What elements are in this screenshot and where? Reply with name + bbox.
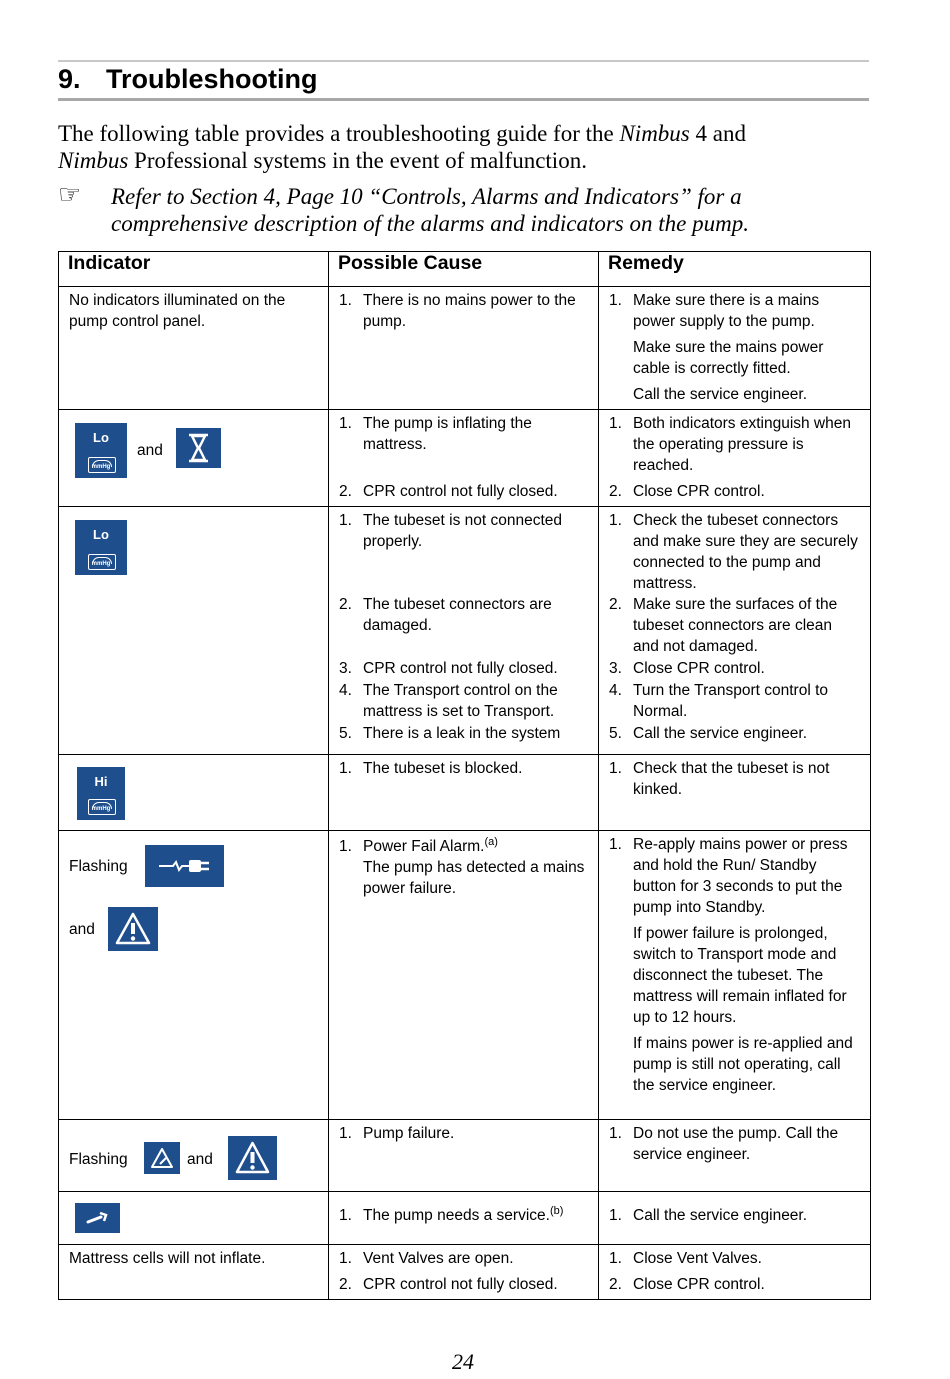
list-item: 1. The tubeset is not connected properly. <box>339 512 563 550</box>
header-possible-cause: Possible Cause <box>329 252 599 287</box>
and-label: and <box>187 1151 213 1168</box>
list-item: 1. Power Fail Alarm.$^{(a)}$ The pump has detected a mains power failure. <box>339 836 585 897</box>
indicator-cell <box>59 1192 329 1245</box>
remedy-cell <box>599 755 871 831</box>
list-item: 5. Call the service engineer. <box>609 725 808 742</box>
cause-cell <box>329 831 599 1120</box>
remedy-note: If mains power is re-applied and pump is still not operating, call the service engineer. <box>633 1035 853 1094</box>
cause-cell <box>329 287 599 410</box>
remedy-note: Make sure the mains power cable is correctly fitted. <box>633 339 824 377</box>
high-pressure-icon: Hi mmHg <box>77 767 125 820</box>
table-header-row <box>59 252 871 287</box>
remedy-note: Call the service engineer. <box>633 386 808 403</box>
list-item: 1. Pump failure. <box>339 1125 455 1142</box>
list-item: 2. The tubeset connectors are damaged. <box>339 596 552 634</box>
hourglass-icon <box>176 428 221 468</box>
intro-text-2: 4 and <box>689 121 746 146</box>
list-item: 2. Make sure the surfaces of the tubeset connectors are clean and not damaged. <box>609 596 838 655</box>
indicator-cell <box>59 1120 329 1192</box>
table-row <box>59 507 871 755</box>
cause-cell <box>329 410 599 507</box>
flashing-label: Flashing <box>69 858 128 875</box>
remedy-cell <box>599 507 871 755</box>
list-item: 2. CPR control not fully closed. <box>339 483 558 500</box>
intro-text-3: Professional systems in the event of malfunction. <box>128 148 587 173</box>
remedy-cell <box>599 287 871 410</box>
list-item: 2. Close CPR control. <box>609 483 765 500</box>
indicator-cell: No indicators illuminated on the pump control panel. <box>59 287 329 410</box>
table-row <box>59 755 871 831</box>
cause-cell <box>329 1192 599 1245</box>
table-row <box>59 831 871 1120</box>
list-item: 5. There is a leak in the system <box>339 725 561 742</box>
wrench-icon <box>75 1203 120 1233</box>
list-item: 2. Close CPR control. <box>609 1276 765 1293</box>
reference-note <box>58 180 858 237</box>
list-item: 3. CPR control not fully closed. <box>339 660 558 677</box>
brand-name: Nimbus <box>619 121 690 146</box>
low-pressure-icon: Lo mmHg <box>75 520 127 575</box>
list-item: 1. Check the tubeset connectors and make sure they are securely connected to the pump and mattress. <box>609 512 858 592</box>
brand-name: Nimbus <box>58 148 129 173</box>
table-row <box>59 1120 871 1192</box>
pointing-hand-icon: ☞ <box>58 180 82 209</box>
list-item: 1. Both indicators extinguish when the operating pressure is reached. <box>609 415 851 474</box>
list-item: 1. Make sure there is a mains power supply to the pump. <box>609 292 820 330</box>
indicator-cell: Mattress cells will not inflate. <box>59 1245 329 1300</box>
remedy-note: If power failure is prolonged, switch to Transport mode and disconnect the tubeset. The mattress will remain inflated for up to 12 hours. <box>633 925 847 1026</box>
low-pressure-icon: Lo mmHg <box>75 423 127 478</box>
power-plug-icon <box>145 845 224 887</box>
list-item: 1. Do not use the pump. Call the service engineer. <box>609 1125 839 1163</box>
list-item: 1. Call the service engineer. <box>609 1207 808 1224</box>
warning-triangle-icon <box>108 907 158 951</box>
list-item: 4. Turn the Transport control to Normal. <box>609 682 828 720</box>
remedy-cell <box>599 1245 871 1300</box>
list-item: 1. The pump is inflating the mattress. <box>339 415 532 453</box>
list-item: 1. Re-apply mains power or press and hold the Run/ Standby button for 3 seconds to put the pump into Standby. <box>609 836 848 916</box>
section-title: Troubleshooting <box>106 64 318 94</box>
list-item: 1. Vent Valves are open. <box>339 1250 514 1267</box>
list-item: 1. Close Vent Valves. <box>609 1250 762 1267</box>
indicator-cell <box>59 410 329 507</box>
list-item: 1. The pump needs a service.$^{(b)}$ <box>339 1205 564 1224</box>
section-heading <box>58 62 317 96</box>
indicator-cell <box>59 507 329 755</box>
and-label: and <box>69 921 95 938</box>
service-alert-icon <box>144 1142 180 1174</box>
list-item: 3. Close CPR control. <box>609 660 765 677</box>
and-label: and <box>137 442 163 459</box>
heading-underline <box>58 98 869 101</box>
table-row <box>59 1192 871 1245</box>
list-item: 1. Check that the tubeset is not kinked. <box>609 760 830 798</box>
warning-triangle-icon <box>228 1136 277 1180</box>
list-item: 4. The Transport control on the mattress is set to Transport. <box>339 682 558 720</box>
remedy-cell <box>599 410 871 507</box>
note-text: Refer to Section 4, Page 10 “Controls, Alarms and Indicators” for a comprehensive description of the alarms and indicators on the pump. <box>111 184 749 236</box>
cause-cell <box>329 1245 599 1300</box>
remedy-cell <box>599 1192 871 1245</box>
list-item: 1. The tubeset is blocked. <box>339 760 523 777</box>
table-row <box>59 410 871 507</box>
table-row <box>59 1245 871 1300</box>
header-remedy: Remedy <box>599 252 871 287</box>
table-row <box>59 287 871 410</box>
section-number: 9. <box>58 64 81 94</box>
indicator-cell <box>59 755 329 831</box>
indicator-cell <box>59 831 329 1120</box>
troubleshooting-table <box>58 251 871 1300</box>
intro-paragraph <box>58 120 858 174</box>
list-item: 2. CPR control not fully closed. <box>339 1276 558 1293</box>
flashing-label: Flashing <box>69 1151 128 1168</box>
list-item: 1. There is no mains power to the pump. <box>339 292 576 330</box>
remedy-cell <box>599 1120 871 1192</box>
cause-cell <box>329 755 599 831</box>
intro-text-1: The following table provides a troubleshooting guide for the <box>58 121 620 146</box>
page-number: 24 <box>452 1349 474 1374</box>
cause-cell <box>329 1120 599 1192</box>
cause-cell <box>329 507 599 755</box>
remedy-cell <box>599 831 871 1120</box>
header-indicator: Indicator <box>59 252 329 287</box>
